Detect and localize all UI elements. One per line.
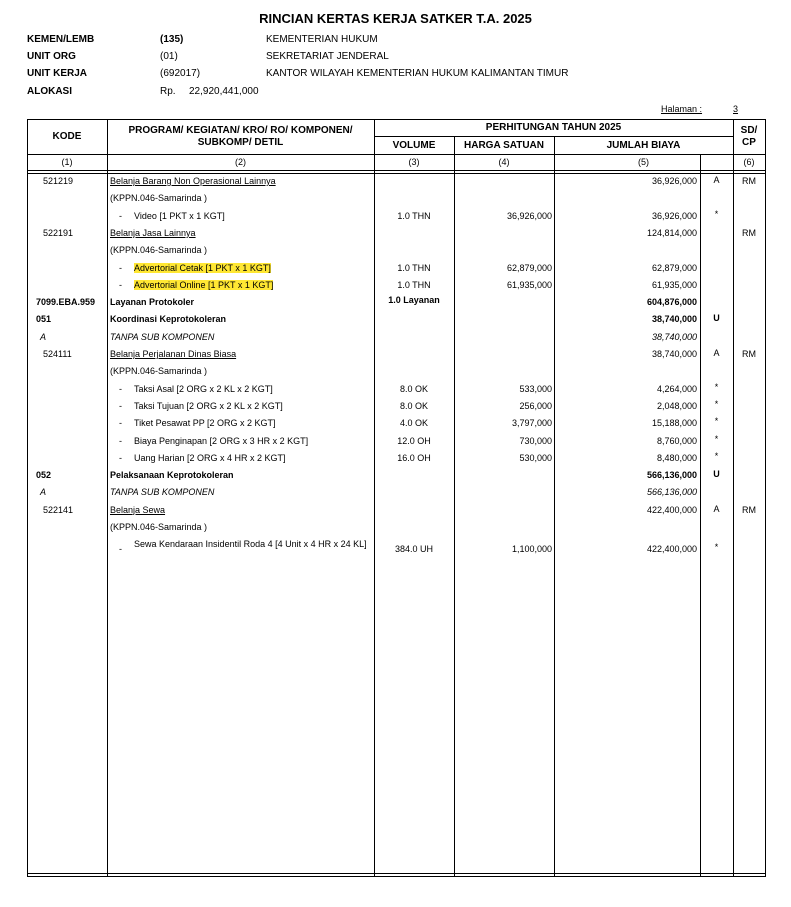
row-jumlah: 8,480,000	[656, 452, 697, 463]
row-jumlah: 124,814,000	[646, 227, 697, 238]
row-volume: 1.0 THN	[397, 262, 431, 273]
row-detail: (KPPN.046-Samarinda )	[110, 522, 208, 532]
row-sdcp: RM	[742, 227, 756, 238]
kemen-label: KEMEN/LEMB	[27, 34, 95, 45]
row-volume: 384.0 UH	[394, 544, 434, 555]
item-bullet: -	[119, 418, 122, 429]
item-bullet: -	[119, 210, 122, 221]
row-jumlah: 8,760,000	[656, 435, 697, 446]
row-jumlah: 36,926,000	[651, 210, 697, 221]
row-detail: Belanja Barang Non Operasional Lainnya	[110, 176, 276, 186]
document-title: RINCIAN KERTAS KERJA SATKER T.A. 2025	[259, 11, 532, 26]
row-jumlah: 62,879,000	[651, 262, 697, 273]
header-kode: KODE	[52, 131, 82, 142]
row-volume: 1.0 THN	[397, 279, 431, 290]
row-jumlah: 36,926,000	[651, 176, 697, 186]
row-jumlah: 566,136,000	[646, 487, 697, 498]
row-flag: *	[714, 381, 719, 392]
row-flag: U	[713, 469, 720, 480]
col-number-4: (4)	[498, 157, 510, 167]
row-harga: 256,000	[519, 400, 552, 411]
row-detail: Koordinasi Keprotokoleran	[110, 314, 227, 325]
row-detail: Advertorial Online [1 PKT x 1 KGT]	[134, 279, 274, 290]
row-sdcp: RM	[742, 504, 756, 515]
row-jumlah: 4,264,000	[656, 383, 697, 394]
row-flag: *	[714, 398, 719, 409]
header-program-line1: PROGRAM/ KEGIATAN/ KRO/ RO/ KOMPONEN/	[128, 125, 353, 136]
kemen-value: KEMENTERIAN HUKUM	[266, 34, 378, 45]
row-detail: Taksi Tujuan [2 ORG x 2 KL x 2 KGT]	[134, 400, 283, 411]
row-jumlah: 61,935,000	[651, 279, 697, 290]
row-flag: A	[713, 348, 720, 358]
row-harga: 730,000	[519, 435, 552, 446]
alokasi-currency: Rp.	[160, 86, 176, 97]
item-bullet: -	[119, 279, 122, 290]
row-kode: 522141	[43, 504, 74, 515]
row-kode: 052	[36, 470, 52, 481]
row-detail: (KPPN.046-Samarinda )	[110, 245, 208, 256]
row-kode: 521219	[43, 176, 74, 186]
unit-org-label: UNIT ORG	[27, 51, 76, 62]
row-detail: Pelaksanaan Keprotokoleran	[110, 470, 234, 481]
unit-kerja-code: (692017)	[160, 68, 201, 79]
page-label: Halaman :	[661, 104, 703, 114]
header-sdcp-line1: SD/	[740, 125, 758, 136]
row-kode: A	[40, 331, 47, 342]
unit-kerja-label: UNIT KERJA	[27, 68, 88, 79]
row-jumlah: 566,136,000	[646, 470, 697, 481]
row-detail: Tiket Pesawat PP [2 ORG x 2 KGT]	[134, 418, 276, 429]
row-jumlah: 38,740,000	[651, 331, 697, 342]
row-flag: A	[713, 175, 720, 185]
row-detail: TANPA SUB KOMPONEN	[110, 487, 215, 498]
row-volume: 16.0 OH	[397, 452, 431, 463]
header-program-line2: SUBKOMP/ DETIL	[197, 137, 284, 148]
row-detail: Uang Harian [2 ORG x 4 HR x 2 KGT]	[134, 452, 286, 463]
alokasi-label: ALOKASI	[27, 86, 72, 97]
row-detail: Biaya Penginapan [2 ORG x 3 HR x 2 KGT]	[134, 435, 309, 446]
row-sdcp: RM	[742, 349, 756, 359]
row-kode: A	[40, 487, 47, 498]
header-jumlah: JUMLAH BIAYA	[606, 140, 681, 151]
unit-org-code: (01)	[160, 51, 178, 62]
row-detail: Belanja Jasa Lainnya	[110, 227, 196, 238]
row-jumlah: 15,188,000	[651, 418, 697, 429]
row-detail: Layanan Protokoler	[110, 297, 195, 308]
row-kode: 051	[36, 314, 52, 325]
row-detail: (KPPN.046-Samarinda )	[110, 366, 208, 377]
row-detail: Sewa Kendaraan Insidentil Roda 4 [4 Unit x 4 HR x 24 KL]	[134, 539, 367, 550]
row-flag: *	[714, 433, 719, 444]
kemen-code: (135)	[160, 34, 184, 45]
row-volume: 8.0 OK	[399, 383, 428, 394]
row-jumlah: 422,400,000	[646, 544, 697, 555]
row-sdcp: RM	[742, 176, 756, 186]
unit-org-value: SEKRETARIAT JENDERAL	[266, 51, 389, 62]
row-volume: 1.0 Layanan	[388, 295, 440, 306]
row-kode: 522191	[43, 227, 74, 238]
col-number-1: (1)	[61, 157, 73, 167]
header-volume: VOLUME	[392, 140, 436, 151]
row-detail: (KPPN.046-Samarinda )	[110, 193, 208, 204]
row-jumlah: 604,876,000	[646, 297, 697, 308]
row-volume: 4.0 OK	[399, 418, 428, 429]
header-perhitungan: PERHITUNGAN TAHUN 2025	[485, 122, 622, 133]
row-kode: 7099.EBA.959	[36, 297, 96, 308]
page-number: 3	[733, 104, 739, 114]
row-detail: Advertorial Cetak [1 PKT x 1 KGT]	[134, 262, 271, 273]
row-detail: TANPA SUB KOMPONEN	[110, 331, 215, 342]
row-jumlah: 2,048,000	[656, 400, 697, 411]
row-jumlah: 422,400,000	[646, 504, 697, 515]
col-number-6: (6)	[743, 157, 755, 167]
row-volume: 1.0 THN	[397, 210, 431, 221]
row-harga: 530,000	[519, 452, 552, 463]
row-flag: *	[714, 208, 719, 219]
row-flag: *	[714, 416, 719, 427]
unit-kerja-value: KANTOR WILAYAH KEMENTERIAN HUKUM KALIMANTAN TIMUR	[266, 68, 569, 79]
row-flag: *	[714, 450, 719, 461]
row-volume: 8.0 OK	[399, 400, 428, 411]
row-flag: A	[713, 503, 720, 514]
item-bullet: -	[119, 452, 122, 463]
row-volume: 12.0 OH	[397, 435, 431, 446]
row-harga: 3,797,000	[511, 418, 552, 429]
row-harga: 36,926,000	[506, 210, 552, 221]
col-number-5: (5)	[638, 157, 649, 167]
col-number-2: (2)	[235, 157, 246, 167]
item-bullet: -	[119, 400, 122, 411]
col-number-3: (3)	[408, 157, 420, 167]
row-harga: 533,000	[519, 383, 552, 394]
row-harga: 1,100,000	[511, 544, 552, 555]
row-flag: U	[713, 313, 720, 324]
item-bullet: -	[119, 262, 122, 273]
row-detail: Belanja Perjalanan Dinas Biasa	[110, 349, 237, 359]
header-sdcp-line2: CP	[742, 137, 756, 148]
row-kode: 524111	[43, 349, 72, 359]
row-harga: 62,879,000	[506, 262, 552, 273]
item-bullet: -	[119, 435, 122, 446]
item-bullet: -	[119, 383, 122, 394]
row-jumlah: 38,740,000	[651, 314, 697, 325]
row-detail: Belanja Sewa	[110, 504, 166, 515]
row-detail: Taksi Asal [2 ORG x 2 KL x 2 KGT]	[134, 383, 273, 394]
header-harga: HARGA SATUAN	[464, 140, 544, 151]
row-flag: *	[714, 542, 719, 553]
item-bullet: -	[119, 544, 122, 555]
row-detail: Video [1 PKT x 1 KGT]	[134, 210, 225, 221]
row-harga: 61,935,000	[506, 279, 552, 290]
row-jumlah: 38,740,000	[651, 349, 697, 359]
alokasi-value: 22,920,441,000	[189, 86, 259, 97]
